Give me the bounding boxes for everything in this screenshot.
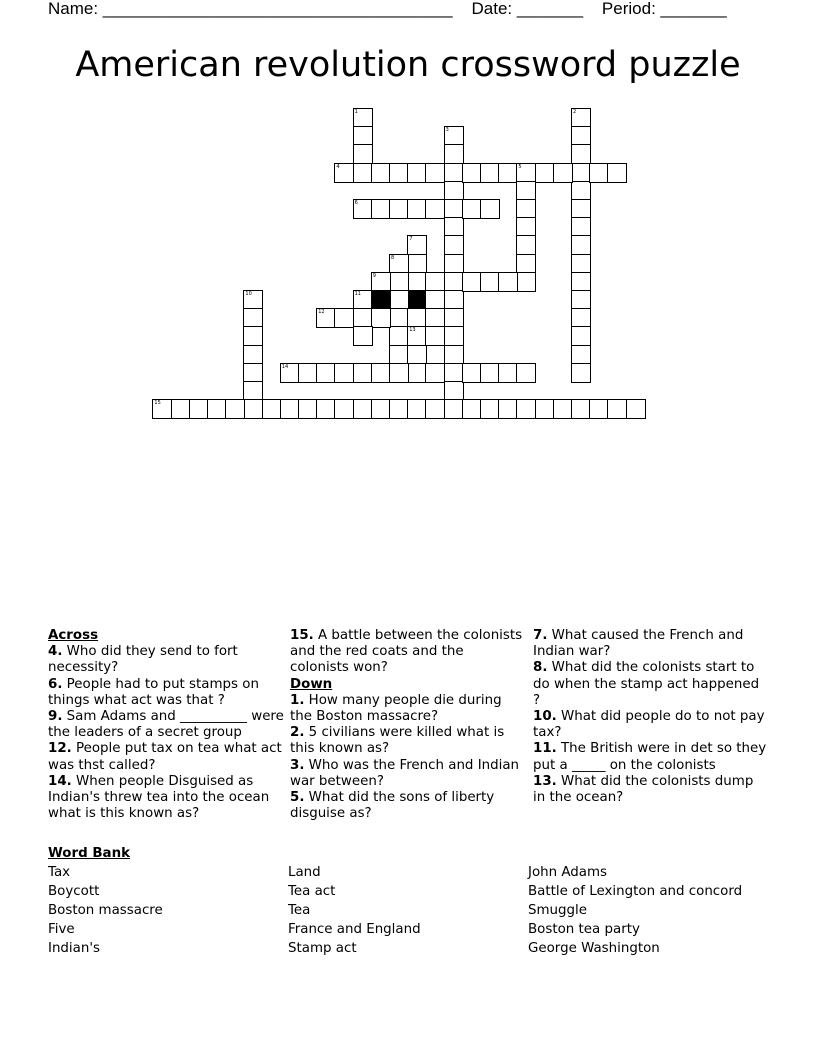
crossword-cell[interactable] — [371, 308, 391, 328]
crossword-clue-number: 3 — [445, 127, 449, 134]
crossword-cell[interactable] — [334, 163, 354, 183]
crossword-cell[interactable] — [425, 199, 445, 219]
word-bank-item: Boston massacre — [48, 903, 163, 918]
crossword-cell[interactable] — [571, 326, 591, 346]
crossword-cell[interactable] — [480, 163, 500, 183]
clue-across-4 — [48, 644, 284, 676]
crossword-cell[interactable] — [407, 326, 427, 346]
crossword-cell[interactable] — [207, 399, 227, 419]
word-bank-item: George Washington — [528, 941, 660, 956]
clue-number: 15. — [290, 628, 314, 643]
crossword-clue-number: 13 — [409, 327, 416, 334]
clue-text: What did the sons of liberty disguise as? — [290, 790, 495, 822]
down-heading: Down — [290, 676, 333, 692]
clues-column-2 — [290, 628, 526, 822]
crossword-cell[interactable] — [516, 272, 536, 292]
crossword-cell[interactable] — [498, 272, 518, 292]
crossword-cell[interactable] — [353, 199, 373, 219]
crossword-cell[interactable] — [480, 399, 500, 419]
crossword-cell[interactable] — [571, 199, 591, 219]
clue-text: A battle between the colonists and the red coats and the colonists won? — [290, 628, 523, 676]
crossword-clue-number: 12 — [318, 309, 325, 316]
word-bank-item: France and England — [288, 922, 421, 937]
crossword-cell[interactable] — [225, 399, 245, 419]
clue-number: 12. — [48, 741, 72, 757]
clue-number: 9. — [48, 709, 63, 725]
clue-down-7 — [533, 628, 769, 660]
clue-across-12 — [48, 741, 284, 773]
crossword-cell[interactable] — [462, 272, 482, 292]
clue-across-14 — [48, 774, 284, 823]
clue-down-13 — [533, 774, 769, 806]
word-bank-item: Tea act — [288, 884, 336, 899]
word-bank-item: Tea — [288, 903, 311, 918]
crossword-cell[interactable] — [516, 254, 536, 274]
crossword-cell[interactable] — [444, 399, 464, 419]
word-bank-item: Battle of Lexington and concord — [528, 884, 743, 899]
clue-across-15 — [290, 628, 526, 677]
crossword-cell[interactable] — [407, 399, 427, 419]
crossword-cell[interactable] — [425, 308, 445, 328]
clue-number: 11. — [533, 741, 557, 757]
clues-column-1 — [48, 628, 284, 822]
crossword-cell[interactable] — [407, 308, 427, 328]
clue-number: 1. — [290, 692, 305, 708]
clue-number: 6. — [48, 676, 63, 692]
word-bank-item: Tax — [48, 865, 71, 880]
crossword-cell[interactable] — [571, 399, 591, 419]
word-bank-item: Indian's — [48, 941, 101, 956]
crossword-clue-number: 11 — [354, 291, 361, 297]
crossword-clue-number: 8 — [391, 254, 395, 261]
clue-text: The British were in det so they put a _____ on the colonists — [533, 741, 767, 773]
clue-down-11 — [533, 741, 769, 773]
word-bank-column-3 — [528, 863, 742, 958]
clue-text: What did the colonists start to do when the stamp act happened ? — [533, 660, 760, 708]
crossword-cell[interactable] — [516, 235, 536, 255]
clues-column-3 — [533, 628, 769, 806]
crossword-cell[interactable] — [444, 163, 464, 183]
crossword-cell[interactable] — [371, 163, 391, 183]
crossword-cell[interactable] — [571, 108, 591, 128]
crossword-cell[interactable] — [462, 199, 482, 219]
crossword-clue-number: 14 — [281, 363, 289, 370]
clue-text: When people Disguised as Indian's threw tea into the ocean what is this known as? — [48, 773, 270, 822]
crossword-cell[interactable] — [389, 308, 409, 328]
clue-text: What did people do to not pay tax? — [533, 709, 765, 741]
crossword-cell[interactable] — [498, 399, 518, 419]
crossword-cell[interactable] — [353, 308, 373, 328]
crossword-cell[interactable] — [571, 254, 591, 274]
clue-text: How many people die during the Boston massacre? — [290, 692, 502, 725]
clue-number: 14. — [48, 773, 72, 789]
crossword-cell[interactable] — [571, 290, 591, 310]
crossword-black-cell — [407, 290, 427, 310]
clue-text: People put tax on tea what act was thst called? — [48, 741, 282, 773]
crossword-cell[interactable] — [571, 235, 591, 255]
crossword-cell[interactable] — [407, 235, 427, 255]
crossword-cell[interactable] — [626, 399, 646, 419]
crossword-cell[interactable] — [571, 144, 591, 164]
crossword-cell[interactable] — [589, 163, 609, 183]
crossword-cell[interactable] — [444, 254, 464, 274]
crossword-cell[interactable] — [498, 363, 518, 383]
crossword-grid — [0, 0, 816, 440]
crossword-cell[interactable] — [444, 126, 464, 146]
clue-number: 10. — [533, 709, 557, 725]
crossword-cell[interactable] — [462, 163, 482, 183]
crossword-cell[interactable] — [243, 326, 263, 346]
crossword-cell[interactable] — [516, 163, 536, 183]
crossword-cell[interactable] — [243, 381, 263, 401]
crossword-cell[interactable] — [425, 326, 445, 346]
word-bank-column-1 — [48, 863, 163, 958]
crossword-cell[interactable] — [407, 272, 427, 292]
crossword-cell[interactable] — [480, 363, 500, 383]
crossword-cell[interactable] — [571, 163, 591, 183]
crossword-cell[interactable] — [407, 363, 427, 383]
clue-text: Sam Adams and __________ were the leaders of a secret group — [48, 709, 284, 741]
crossword-cell[interactable] — [535, 399, 555, 419]
clue-down-1 — [290, 693, 526, 725]
crossword-cell[interactable] — [571, 308, 591, 328]
clue-text: What did the colonists dump in the ocean? — [533, 773, 754, 806]
word-bank-column-2 — [288, 863, 421, 958]
crossword-cell[interactable] — [316, 308, 336, 328]
crossword-cell[interactable] — [353, 290, 373, 310]
crossword-cell[interactable] — [444, 308, 464, 328]
crossword-clue-number: 10 — [245, 291, 252, 297]
crossword-cell[interactable] — [353, 126, 373, 146]
crossword-cell[interactable] — [407, 163, 427, 183]
crossword-cell[interactable] — [389, 254, 409, 274]
crossword-cell[interactable] — [462, 399, 482, 419]
crossword-clue-number: 6 — [354, 200, 358, 206]
crossword-cell[interactable] — [425, 290, 445, 310]
crossword-cell[interactable] — [389, 363, 409, 383]
word-bank-item: John Adams — [528, 865, 608, 880]
crossword-cell[interactable] — [371, 199, 391, 219]
crossword-cell[interactable] — [425, 363, 445, 383]
crossword-cell[interactable] — [425, 399, 445, 419]
crossword-cell[interactable] — [389, 272, 409, 292]
word-bank-item: Land — [288, 865, 321, 880]
crossword-clue-number: 4 — [336, 163, 340, 170]
crossword-clue-number: 1 — [354, 109, 358, 115]
crossword-cell[interactable] — [389, 290, 409, 310]
clue-number: 8. — [533, 660, 548, 676]
crossword-cell[interactable] — [262, 399, 282, 419]
word-bank-item: Boston tea party — [528, 922, 640, 937]
crossword-clue-number: 9 — [372, 272, 376, 279]
word-bank-item: Smuggle — [528, 903, 587, 918]
crossword-cell[interactable] — [516, 199, 536, 219]
crossword-cell[interactable] — [316, 363, 336, 383]
across-heading: Across — [48, 628, 99, 643]
crossword-cell[interactable] — [444, 181, 464, 201]
crossword-cell[interactable] — [516, 217, 536, 237]
clues-section — [48, 628, 778, 828]
clue-text: People had to put stamps on things what act was that ? — [48, 676, 259, 708]
crossword-cell[interactable] — [480, 272, 500, 292]
crossword-cell[interactable] — [444, 290, 464, 310]
word-bank-heading: Word Bank — [48, 846, 131, 861]
crossword-cell[interactable] — [444, 217, 464, 237]
page-title: American revolution crossword puzzle — [75, 45, 741, 85]
crossword-cell[interactable] — [444, 144, 464, 164]
crossword-cell[interactable] — [353, 144, 373, 164]
crossword-cell[interactable] — [571, 363, 591, 383]
crossword-cell[interactable] — [243, 345, 263, 365]
crossword-cell[interactable] — [353, 326, 373, 346]
crossword-cell[interactable] — [280, 363, 300, 383]
crossword-cell[interactable] — [535, 163, 555, 183]
crossword-cell[interactable] — [334, 308, 354, 328]
clue-text: Who was the French and Indian war between? — [290, 757, 520, 789]
clue-number: 2. — [290, 725, 305, 741]
crossword-cell[interactable] — [444, 345, 464, 365]
crossword-cell[interactable] — [425, 163, 445, 183]
crossword-cell[interactable] — [444, 235, 464, 255]
crossword-cell[interactable] — [353, 163, 373, 183]
header-fields: Name: _____________________________________ Date: _______ Period: _______ — [48, 0, 727, 18]
clue-number: 3. — [290, 757, 305, 773]
word-bank — [48, 844, 778, 956]
crossword-cell[interactable] — [444, 381, 464, 401]
crossword-clue-number: 2 — [573, 109, 577, 115]
crossword-cell[interactable] — [516, 399, 536, 419]
crossword-cell[interactable] — [553, 399, 573, 419]
crossword-cell[interactable] — [498, 163, 518, 183]
crossword-cell[interactable] — [407, 254, 427, 274]
crossword-black-cell — [371, 290, 391, 310]
crossword-cell[interactable] — [444, 199, 464, 219]
word-bank-item: Boycott — [48, 884, 100, 899]
crossword-cell[interactable] — [407, 345, 427, 365]
clue-across-9 — [48, 709, 284, 741]
clue-down-8 — [533, 660, 769, 709]
word-bank-item: Five — [48, 922, 75, 937]
crossword-cell[interactable] — [571, 217, 591, 237]
crossword-cell[interactable] — [298, 363, 318, 383]
crossword-cell[interactable] — [389, 399, 409, 419]
crossword-cell[interactable] — [589, 399, 609, 419]
crossword-cell[interactable] — [425, 272, 445, 292]
crossword-cell[interactable] — [571, 272, 591, 292]
crossword-cell[interactable] — [371, 272, 391, 292]
crossword-cell[interactable] — [189, 399, 209, 419]
crossword-cell[interactable] — [607, 399, 627, 419]
crossword-cell[interactable] — [444, 272, 464, 292]
clue-down-10 — [533, 709, 769, 741]
clue-across-6 — [48, 677, 284, 709]
crossword-cell[interactable] — [371, 363, 391, 383]
crossword-cell[interactable] — [389, 163, 409, 183]
crossword-cell[interactable] — [389, 199, 409, 219]
crossword-cell[interactable] — [353, 363, 373, 383]
crossword-cell[interactable] — [353, 108, 373, 128]
crossword-cell[interactable] — [334, 363, 354, 383]
crossword-cell[interactable] — [389, 345, 409, 365]
crossword-cell[interactable] — [444, 326, 464, 346]
crossword-clue-number: 5 — [518, 163, 522, 170]
crossword-cell[interactable] — [171, 399, 191, 419]
crossword-cell[interactable] — [243, 290, 263, 310]
crossword-cell[interactable] — [571, 345, 591, 365]
crossword-cell[interactable] — [353, 399, 373, 419]
crossword-cell[interactable] — [571, 181, 591, 201]
clue-text: What caused the French and Indian war? — [533, 628, 744, 660]
crossword-cell[interactable] — [516, 363, 536, 383]
crossword-cell[interactable] — [516, 181, 536, 201]
crossword-cell[interactable] — [243, 399, 263, 419]
clue-down-5 — [290, 790, 526, 822]
crossword-cell[interactable] — [389, 326, 409, 346]
crossword-cell[interactable] — [298, 399, 318, 419]
clue-text: Who did they send to fort necessity? — [48, 644, 238, 676]
clue-number: 7. — [533, 628, 548, 643]
crossword-cell[interactable] — [152, 399, 172, 419]
crossword-cell[interactable] — [444, 363, 464, 383]
crossword-cell[interactable] — [407, 199, 427, 219]
clue-number: 4. — [48, 644, 63, 660]
crossword-cell[interactable] — [553, 163, 573, 183]
clue-down-3 — [290, 758, 526, 790]
crossword-cell[interactable] — [280, 399, 300, 419]
crossword-clue-number: 7 — [409, 236, 413, 243]
crossword-cell[interactable] — [334, 399, 354, 419]
crossword-cell[interactable] — [480, 199, 500, 219]
crossword-cell[interactable] — [316, 399, 336, 419]
crossword-cell[interactable] — [571, 126, 591, 146]
clue-number: 5. — [290, 790, 305, 806]
crossword-cell[interactable] — [607, 163, 627, 183]
crossword-cell[interactable] — [243, 363, 263, 383]
clue-text: 5 civilians were killed what is this known as? — [290, 725, 505, 757]
crossword-cell[interactable] — [371, 399, 391, 419]
clue-number: 13. — [533, 773, 557, 789]
crossword-clue-number: 15 — [154, 400, 161, 407]
clue-down-2 — [290, 725, 526, 757]
crossword-cell[interactable] — [243, 308, 263, 328]
crossword-cell[interactable] — [462, 363, 482, 383]
word-bank-item: Stamp act — [288, 941, 357, 956]
